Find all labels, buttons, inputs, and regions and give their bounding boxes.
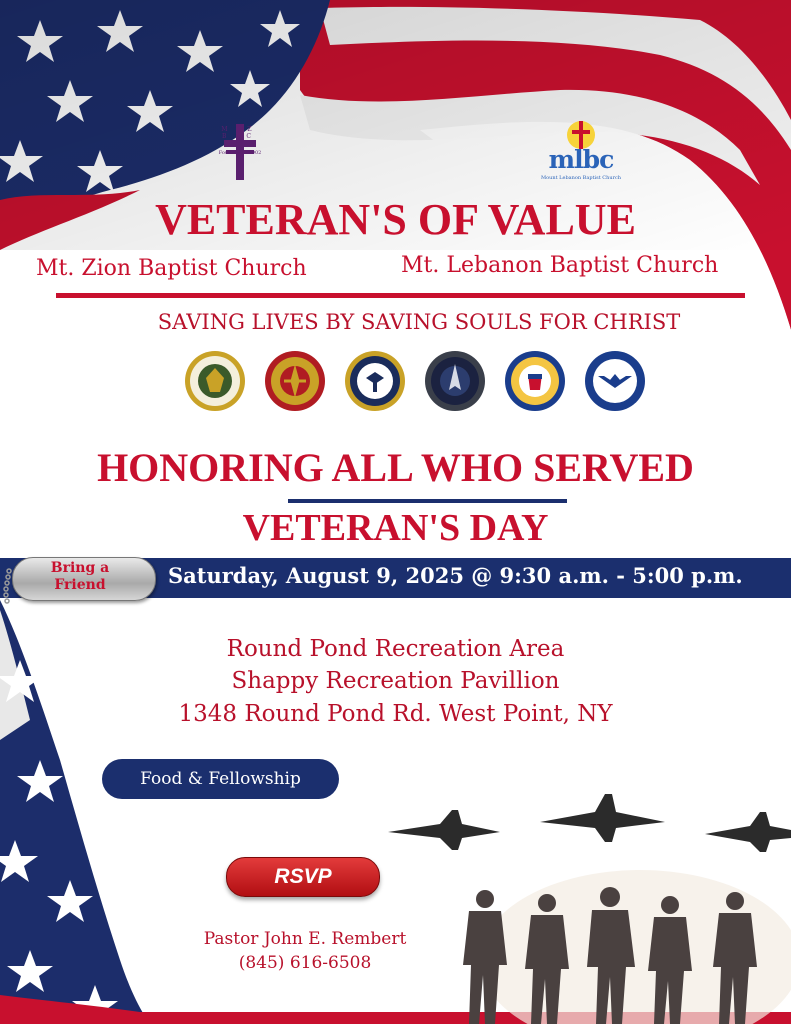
honoring-heading: HONORING ALL WHO SERVED [97,445,694,490]
church-right-name: Mt. Lebanon Baptist Church [401,253,719,278]
mzbc-letters: M Z B C [221,126,261,140]
coast-guard-seal [504,350,566,412]
pastor-phone: (845) 616-6508 [238,953,372,973]
event-datetime: Saturday, August 9, 2025 @ 9:30 a.m. - 5:00 p.m. [168,563,743,588]
rsvp-button[interactable]: RSVP [226,857,380,897]
venue-line-1: Round Pond Recreation Area [226,636,565,662]
navy-seal [344,350,406,412]
church-left-name: Mt. Zion Baptist Church [36,256,307,281]
mlbc-caption: Mount Lebanon Baptist Church [541,175,621,181]
marine-corps-seal [264,350,326,412]
pastor-name: Pastor John E. Rembert [203,929,407,949]
air-force-veteran-seal [584,350,646,412]
tagline: SAVING LIVES BY SAVING SOULS FOR CHRIST [157,310,681,334]
header-divider [56,293,745,298]
dog-tag-chain-icon [0,568,16,604]
mlbc-logo-text: mlbc [548,145,614,174]
bring-a-friend-label: Bring a Friend [50,560,110,593]
event-title: VETERAN'S OF VALUE [155,195,636,244]
soldiers-silhouette [455,885,791,1024]
venue-line-2: Shappy Recreation Pavillion [231,668,560,694]
space-force-seal [424,350,486,412]
venue-line-3: 1348 Round Pond Rd. West Point, NY [178,701,613,727]
honoring-divider [288,499,567,503]
mzbc-caption: Founded in 1902 [218,150,262,156]
army-seal [184,350,246,412]
food-fellowship-badge: Food & Fellowship [102,759,339,799]
veterans-day-heading: VETERAN'S DAY [242,507,549,549]
fighter-jets-silhouette [380,782,791,857]
